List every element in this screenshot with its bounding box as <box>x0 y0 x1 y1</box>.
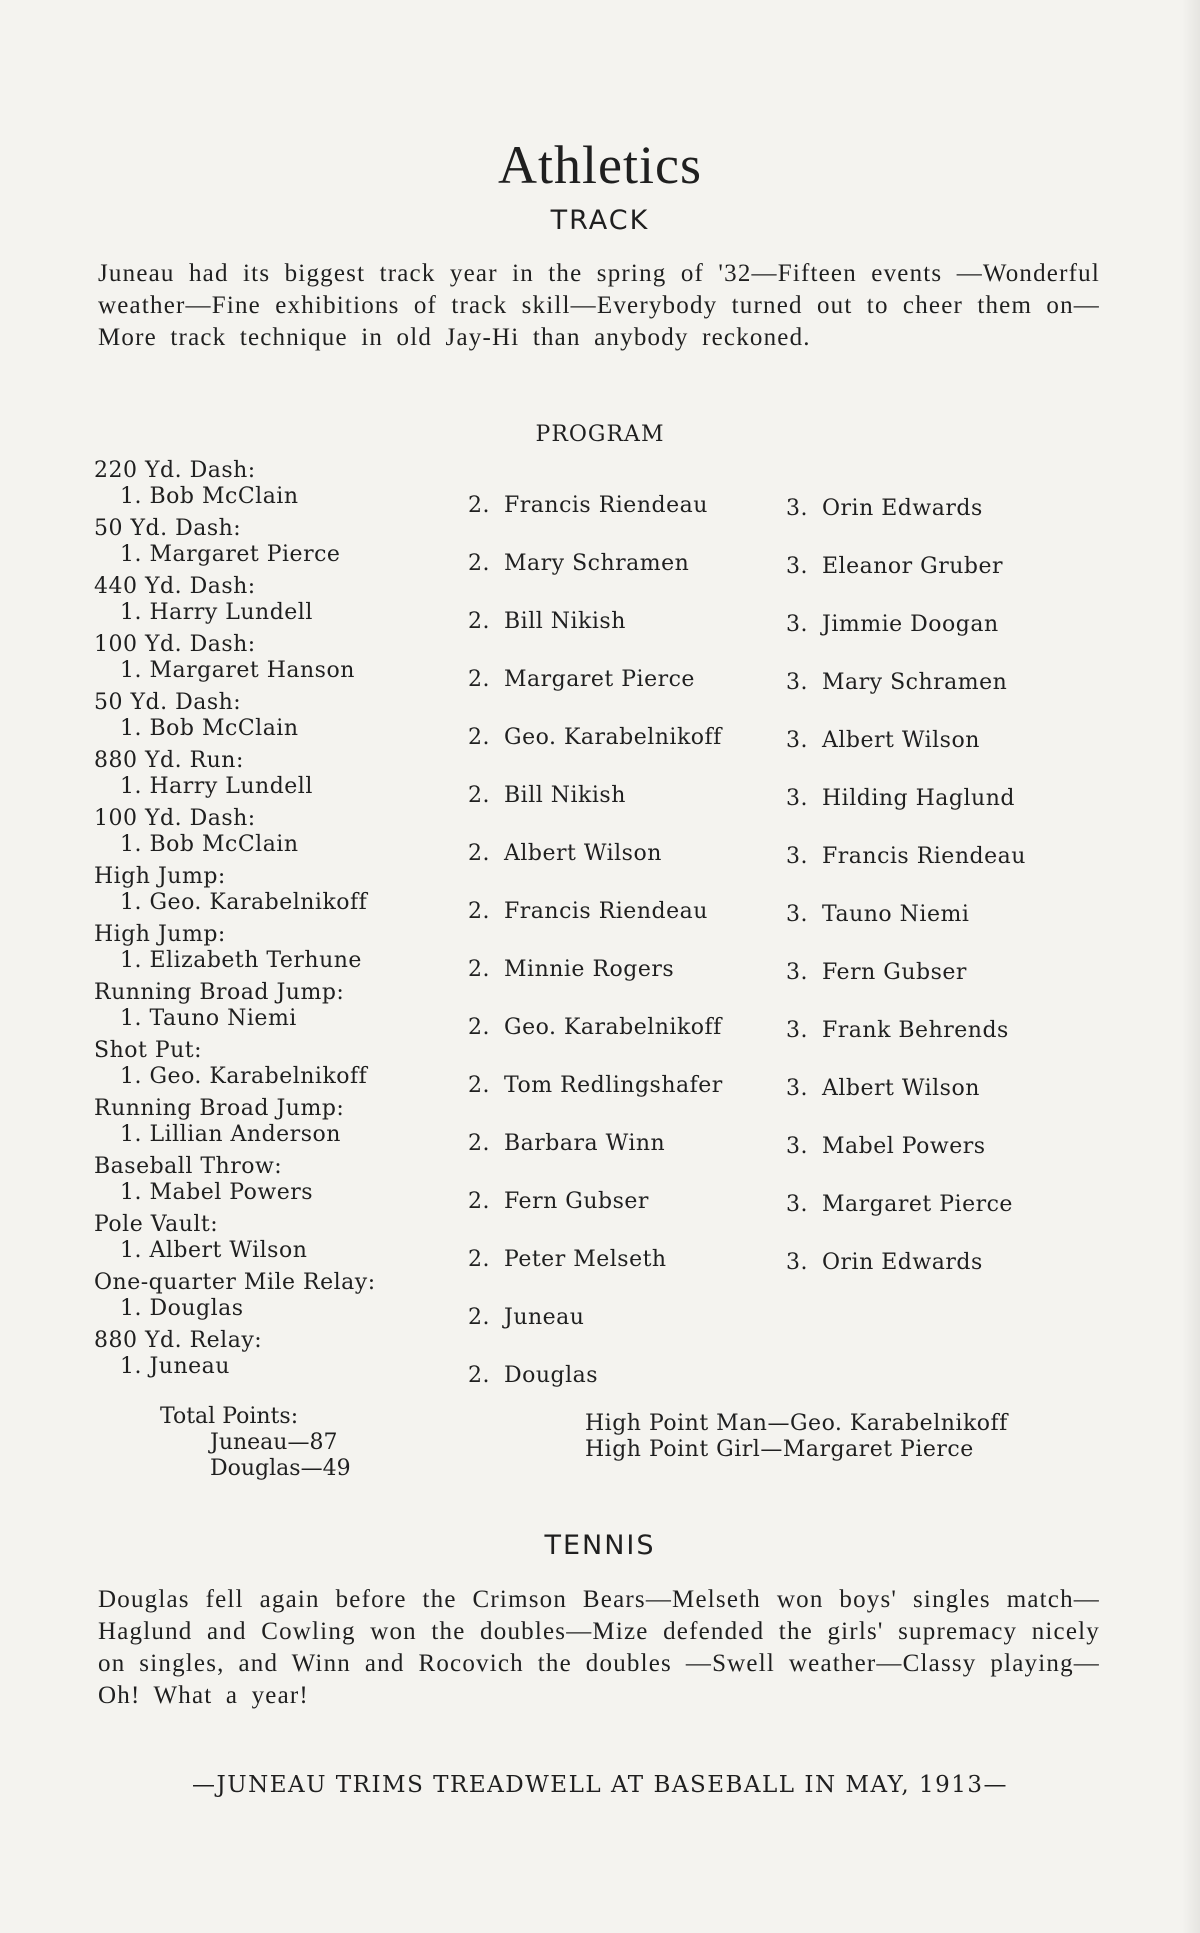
program-event <box>80 458 480 516</box>
tennis-paragraph: Douglas fell again before the Crimson Bears—Melseth won boys' singles match—Haglund and Cowling won the doubles—Mize defended the girls' supremacy nicely on singles, and Winn and Rocovich the doubles —Swell weather—Classy playing—Oh! What a year! <box>98 1586 1100 1709</box>
second-place-row <box>468 548 723 606</box>
rank-number: 2. <box>468 609 490 634</box>
events-column <box>80 458 480 1386</box>
third-place-row <box>786 957 1026 1015</box>
second-place-row <box>468 722 723 780</box>
third-place: Orin Edwards <box>822 1250 983 1275</box>
program-event <box>80 574 480 632</box>
program-event <box>80 1270 480 1328</box>
program-event <box>80 632 480 690</box>
third-place: Frank Behrends <box>822 1018 1009 1043</box>
first-place: 1. Albert Wilson <box>120 1238 308 1263</box>
second-place-row <box>468 606 723 664</box>
second-place-row <box>468 954 723 1012</box>
second-place: Juneau <box>504 1305 585 1330</box>
event-name: 880 Yd. Relay: <box>94 1328 263 1353</box>
first-place: 1. Douglas <box>120 1296 244 1321</box>
rank-number: 3. <box>786 612 808 637</box>
second-place: Geo. Karabelnikoff <box>504 1015 722 1040</box>
first-place: 1. Margaret Hanson <box>120 658 355 683</box>
second-place: Fern Gubser <box>504 1189 649 1214</box>
rank-number: 2. <box>468 1015 490 1040</box>
second-place: Barbara Winn <box>504 1131 666 1156</box>
event-name: Pole Vault: <box>94 1212 219 1237</box>
second-place: Minnie Rogers <box>504 957 675 982</box>
third-place-row <box>786 667 1026 725</box>
third-place: Albert Wilson <box>822 1076 980 1101</box>
program-heading: PROGRAM <box>535 422 665 447</box>
first-place: 1. Bob McClain <box>120 716 299 741</box>
third-place-column <box>786 493 1026 1421</box>
page-title: Athletics <box>498 135 702 196</box>
second-place-row <box>468 664 723 722</box>
rank-number: 3. <box>786 1076 808 1101</box>
third-place-row <box>786 1189 1026 1247</box>
rank-number: 2. <box>468 783 490 808</box>
second-place-column <box>468 490 723 1418</box>
rank-number: 2. <box>468 667 490 692</box>
rank-number: 2. <box>468 725 490 750</box>
second-place-row <box>468 1360 723 1418</box>
rank-number: 3. <box>786 670 808 695</box>
event-name: 100 Yd. Dash: <box>94 632 256 657</box>
third-place-row <box>786 1015 1026 1073</box>
second-place-row <box>468 1070 723 1128</box>
second-place: Mary Schramen <box>504 551 690 576</box>
high-point-girl: High Point Girl—Margaret Pierce <box>585 1437 974 1462</box>
track-paragraph: Juneau had its biggest track year in the spring of '32—Fifteen events —Wonderful weather—Fine exhibitions of track skill—Everybody turned out to cheer them on—More track technique in old Jay-Hi than anybody reckoned. <box>98 260 1100 351</box>
rank-number: 3. <box>786 1250 808 1275</box>
rank-number: 3. <box>786 960 808 985</box>
high-point-man: High Point Man—Geo. Karabelnikoff <box>585 1411 1008 1436</box>
total-points-label: Total Points: <box>160 1404 299 1429</box>
second-place: Geo. Karabelnikoff <box>504 725 722 750</box>
first-place: 1. Elizabeth Terhune <box>120 948 362 973</box>
page-edge-shadow <box>1182 0 1200 1933</box>
third-place-row <box>786 1305 1026 1363</box>
second-place: Douglas <box>504 1363 599 1388</box>
program-event <box>80 1212 480 1270</box>
third-place-row <box>786 1073 1026 1131</box>
first-place: 1. Tauno Niemi <box>120 1006 297 1031</box>
program-event <box>80 864 480 922</box>
second-place: Bill Nikish <box>504 609 626 634</box>
third-place: Albert Wilson <box>822 728 980 753</box>
program-event <box>80 1038 480 1096</box>
second-place-row <box>468 1012 723 1070</box>
track-heading: TRACK <box>550 205 650 236</box>
event-name: 440 Yd. Dash: <box>94 574 256 599</box>
third-place: Tauno Niemi <box>822 902 970 927</box>
first-place: 1. Lillian Anderson <box>120 1122 341 1147</box>
program-event <box>80 1096 480 1154</box>
second-place-row <box>468 1128 723 1186</box>
first-place: 1. Geo. Karabelnikoff <box>120 1064 368 1089</box>
total-douglas: Douglas—49 <box>210 1456 351 1481</box>
event-name: 100 Yd. Dash: <box>94 806 256 831</box>
total-points <box>160 1404 351 1482</box>
rank-number: 3. <box>786 786 808 811</box>
rank-number: 2. <box>468 1131 490 1156</box>
third-place-row <box>786 551 1026 609</box>
event-name: High Jump: <box>94 864 226 889</box>
footer-caption: —JUNEAU TRIMS TREADWELL AT BASEBALL IN MAY, 1913— <box>191 1772 1009 1798</box>
third-place-row <box>786 783 1026 841</box>
second-place: Francis Riendeau <box>504 493 708 518</box>
second-place-row <box>468 1302 723 1360</box>
program-event <box>80 1154 480 1212</box>
third-place-row <box>786 1131 1026 1189</box>
event-name: 50 Yd. Dash: <box>94 690 242 715</box>
rank-number: 2. <box>468 957 490 982</box>
rank-number: 3. <box>786 1192 808 1217</box>
event-name: 880 Yd. Run: <box>94 748 244 773</box>
event-name: Running Broad Jump: <box>94 980 345 1005</box>
high-point-block <box>585 1411 1008 1463</box>
rank-number: 2. <box>468 1247 490 1272</box>
program-event <box>80 748 480 806</box>
rank-number: 2. <box>468 1363 490 1388</box>
rank-number: 2. <box>468 1073 490 1098</box>
event-name: Baseball Throw: <box>94 1154 283 1179</box>
third-place-row <box>786 899 1026 957</box>
first-place: 1. Harry Lundell <box>120 774 313 799</box>
third-place: Hilding Haglund <box>822 786 1015 811</box>
program-event <box>80 1328 480 1386</box>
third-place-row <box>786 841 1026 899</box>
rank-number: 3. <box>786 844 808 869</box>
second-place: Tom Redlingshafer <box>504 1073 723 1098</box>
third-place: Orin Edwards <box>822 496 983 521</box>
program-event <box>80 922 480 980</box>
second-place: Francis Riendeau <box>504 899 708 924</box>
third-place: Fern Gubser <box>822 960 967 985</box>
event-name: 220 Yd. Dash: <box>94 458 256 483</box>
second-place-row <box>468 896 723 954</box>
first-place: 1. Geo. Karabelnikoff <box>120 890 368 915</box>
second-place: Bill Nikish <box>504 783 626 808</box>
second-place-row <box>468 838 723 896</box>
third-place: Francis Riendeau <box>822 844 1026 869</box>
program-event <box>80 980 480 1038</box>
rank-number: 2. <box>468 841 490 866</box>
second-place-row <box>468 1244 723 1302</box>
event-name: Running Broad Jump: <box>94 1096 345 1121</box>
first-place: 1. Mabel Powers <box>120 1180 314 1205</box>
rank-number: 3. <box>786 1018 808 1043</box>
program-event <box>80 690 480 748</box>
first-place: 1. Harry Lundell <box>120 600 313 625</box>
second-place: Margaret Pierce <box>504 667 695 692</box>
total-juneau: Juneau—87 <box>210 1430 338 1455</box>
third-place-row <box>786 1247 1026 1305</box>
rank-number: 3. <box>786 554 808 579</box>
event-name: 50 Yd. Dash: <box>94 516 242 541</box>
rank-number: 2. <box>468 551 490 576</box>
first-place: 1. Margaret Pierce <box>120 542 341 567</box>
third-place: Mary Schramen <box>822 670 1008 695</box>
third-place-row <box>786 725 1026 783</box>
third-place-row <box>786 609 1026 667</box>
event-name: High Jump: <box>94 922 226 947</box>
third-place: Eleanor Gruber <box>822 554 1004 579</box>
program-event <box>80 516 480 574</box>
second-place-row <box>468 780 723 838</box>
third-place: Mabel Powers <box>822 1134 986 1159</box>
rank-number: 2. <box>468 493 490 518</box>
third-place: Jimmie Doogan <box>822 612 999 637</box>
third-place: Margaret Pierce <box>822 1192 1013 1217</box>
rank-number: 2. <box>468 1189 490 1214</box>
first-place: 1. Bob McClain <box>120 484 299 509</box>
event-name: One-quarter Mile Relay: <box>94 1270 376 1295</box>
program-event <box>80 806 480 864</box>
rank-number: 2. <box>468 1305 490 1330</box>
rank-number: 3. <box>786 902 808 927</box>
first-place: 1. Juneau <box>120 1354 230 1379</box>
rank-number: 3. <box>786 1134 808 1159</box>
third-place-row <box>786 493 1026 551</box>
rank-number: 3. <box>786 728 808 753</box>
second-place: Albert Wilson <box>504 841 662 866</box>
event-name: Shot Put: <box>94 1038 203 1063</box>
second-place: Peter Melseth <box>504 1247 667 1272</box>
first-place: 1. Bob McClain <box>120 832 299 857</box>
rank-number: 3. <box>786 496 808 521</box>
rank-number: 2. <box>468 899 490 924</box>
tennis-heading: TENNIS <box>544 1530 656 1561</box>
second-place-row <box>468 1186 723 1244</box>
second-place-row <box>468 490 723 548</box>
